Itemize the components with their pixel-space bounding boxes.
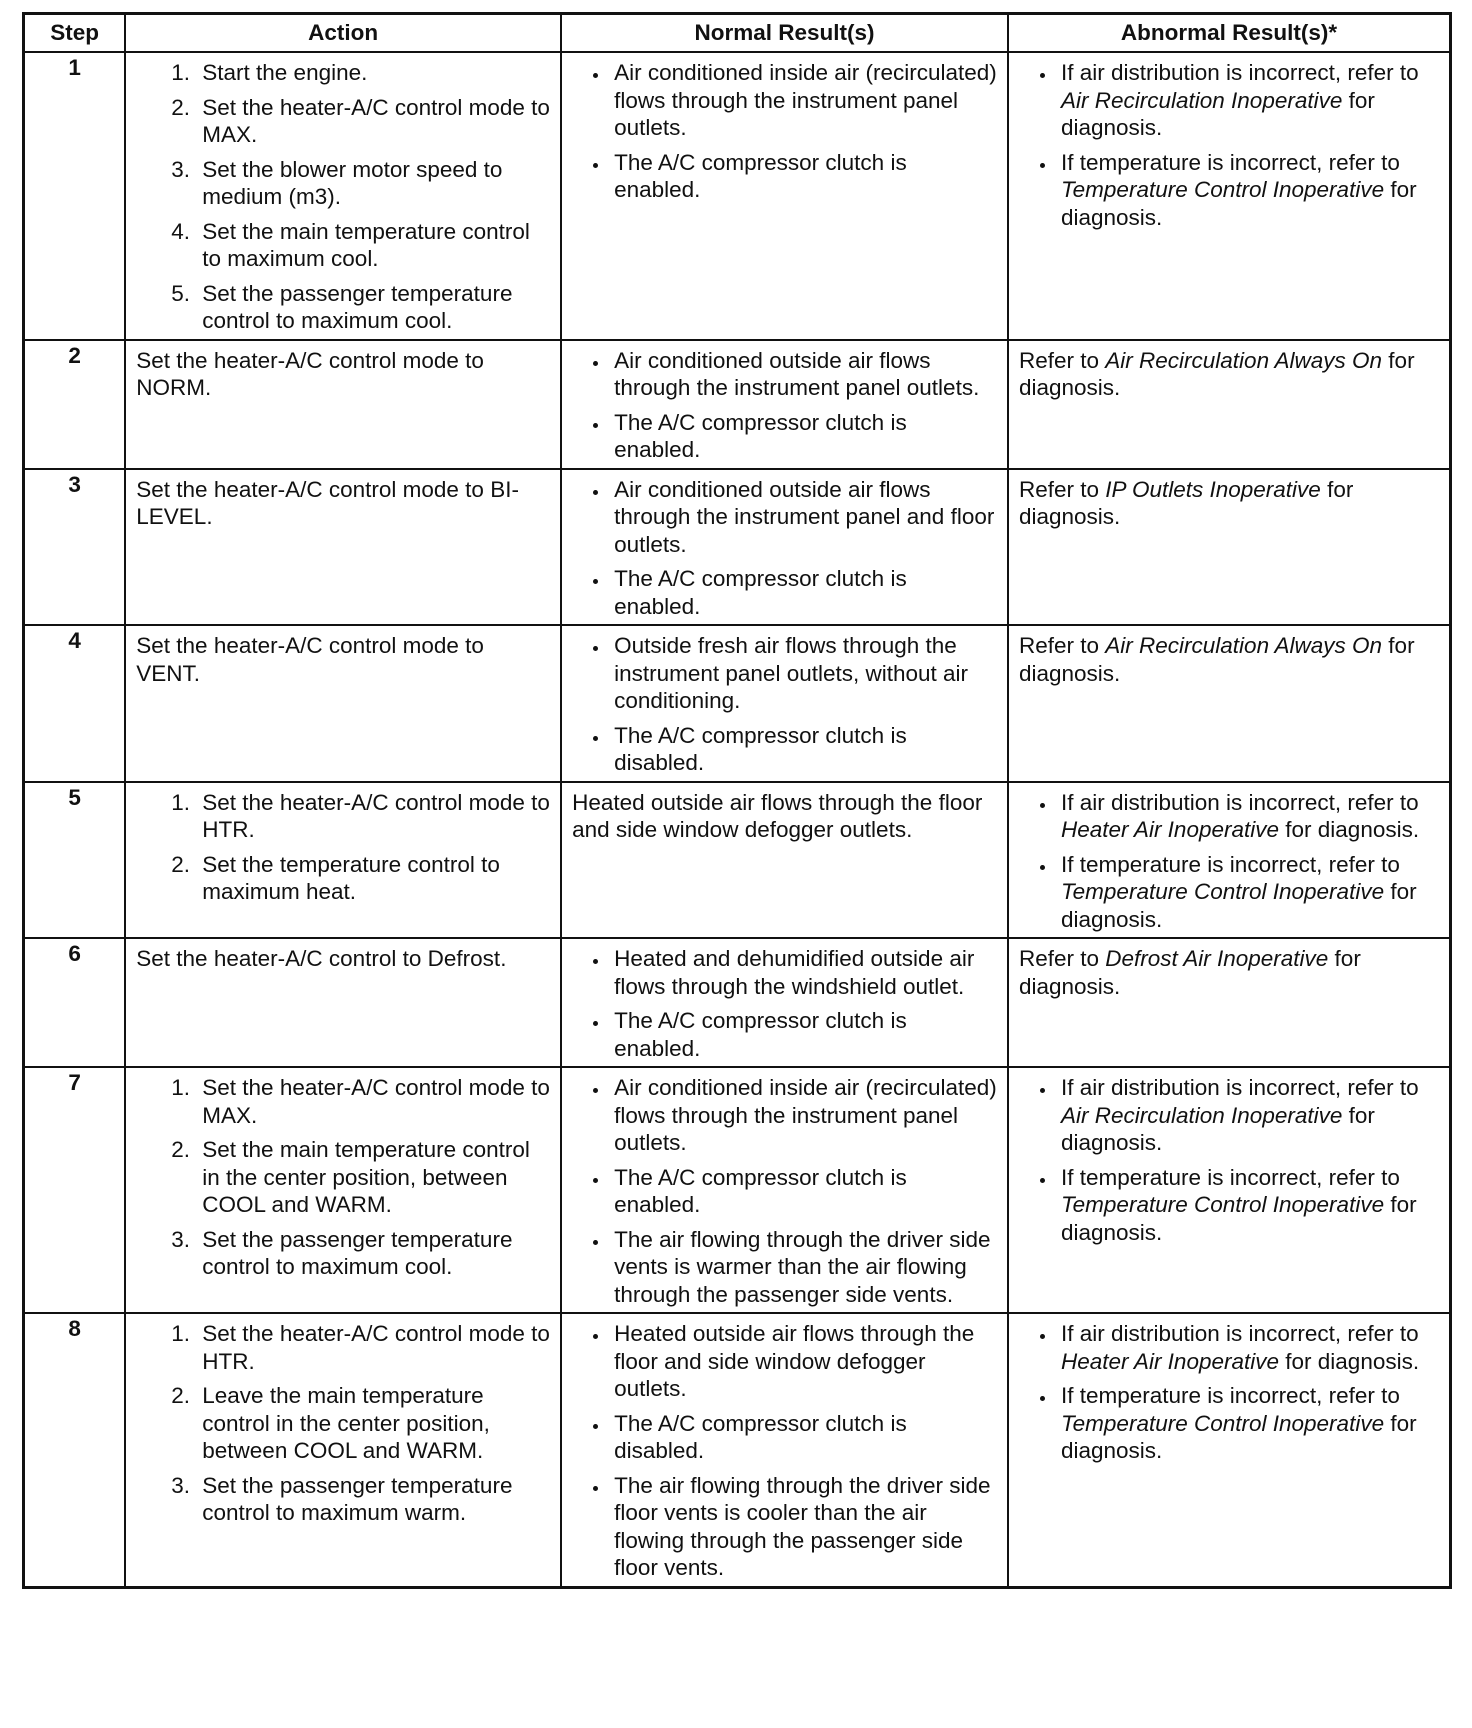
diagnosis-reference: Air Recirculation Always On — [1105, 633, 1383, 658]
result-text: for diagnosis. — [1279, 1348, 1420, 1374]
normal-result-list — [572, 476, 997, 621]
abnormal-result-cell — [1008, 469, 1451, 626]
abnormal-result-cell — [1008, 340, 1451, 469]
result-text: for diagnosis. — [1060, 1192, 1417, 1245]
normal-result-item: • The A/C compressor clutch is enabled. — [610, 565, 997, 620]
normal-result-item: • Heated outside air flows through the floor and side window defogger outlets. — [610, 1320, 997, 1403]
header-action: Action — [125, 14, 561, 53]
normal-result-cell: Heated outside air flows through the floor and side window defogger outlets. — [561, 782, 1008, 939]
header-abnormal-results: Abnormal Result(s)* — [1008, 14, 1451, 53]
normal-result-item: • Air conditioned inside air (recirculated) flows through the instrument panel outlets. — [610, 59, 997, 142]
diagnostic-document — [22, 12, 1452, 1589]
abnormal-result-item — [1057, 851, 1439, 934]
result-text: for diagnosis. — [1018, 946, 1361, 999]
diagnosis-reference: Heater Air Inoperative — [1060, 817, 1280, 842]
normal-result-list — [572, 1074, 997, 1308]
step-number: 5 — [24, 782, 126, 939]
abnormal-result-cell — [1008, 938, 1451, 1067]
result-text: If air distribution is incorrect, refer to — [1060, 1075, 1419, 1100]
header-step: Step — [24, 14, 126, 53]
step-number: 2 — [24, 340, 126, 469]
step-number: 1 — [24, 52, 126, 340]
table-row — [24, 1067, 1451, 1313]
action-item: 2. Set the temperature control to maximum heat. — [196, 851, 550, 906]
abnormal-result-item — [1057, 1164, 1439, 1247]
normal-result-list — [572, 945, 997, 1062]
action-cell: Set the heater-A/C control mode to NORM. — [125, 340, 561, 469]
normal-result-cell — [561, 52, 1008, 340]
action-cell — [125, 1067, 561, 1313]
result-text: If temperature is incorrect, refer to — [1060, 851, 1400, 877]
result-text: for diagnosis. — [1060, 1410, 1417, 1463]
result-text: If temperature is incorrect, refer to — [1060, 149, 1400, 175]
result-text: for diagnosis. — [1018, 633, 1415, 686]
action-list — [136, 1074, 550, 1281]
action-cell: Set the heater-A/C control to Defrost. — [125, 938, 561, 1067]
result-text: for diagnosis. — [1279, 817, 1420, 842]
abnormal-result-cell — [1008, 1313, 1451, 1587]
table-row — [24, 625, 1451, 782]
step-number: 3 — [24, 469, 126, 626]
result-text: If air distribution is incorrect, refer to — [1060, 789, 1419, 815]
normal-result-item: • The A/C compressor clutch is disabled. — [610, 722, 997, 777]
normal-result-item: • The A/C compressor clutch is enabled. — [610, 1164, 997, 1219]
abnormal-result-list — [1019, 1074, 1439, 1246]
diagnosis-reference: Defrost Air Inoperative — [1105, 946, 1329, 971]
abnormal-result-cell — [1008, 782, 1451, 939]
result-text: for diagnosis. — [1060, 1102, 1375, 1155]
normal-result-list — [572, 347, 997, 464]
abnormal-result-cell — [1008, 52, 1451, 340]
normal-result-item: • Outside fresh air flows through the instrument panel outlets, without air conditioning. — [610, 632, 997, 715]
normal-result-item: • The A/C compressor clutch is enabled. — [610, 1007, 997, 1062]
table-row — [24, 1313, 1451, 1587]
diagnosis-reference: Temperature Control Inoperative — [1060, 1192, 1385, 1217]
normal-result-item: • Heated and dehumidified outside air flows through the windshield outlet. — [610, 945, 997, 1000]
result-text: for diagnosis. — [1060, 879, 1417, 932]
abnormal-result-list — [1019, 789, 1439, 934]
diagnosis-reference: Air Recirculation Always On — [1105, 347, 1383, 373]
result-text: for diagnosis. — [1018, 347, 1415, 400]
normal-result-item: • The A/C compressor clutch is disabled. — [610, 1410, 997, 1465]
action-cell — [125, 52, 561, 340]
abnormal-result-item — [1057, 1074, 1439, 1157]
normal-result-item: • The air flowing through the driver side floor vents is cooler than the air flowing through the passenger side floor vents. — [610, 1472, 997, 1582]
action-list — [136, 789, 550, 906]
action-item: 3. Set the passenger temperature control to maximum cool. — [196, 1226, 550, 1281]
result-text: If temperature is incorrect, refer to — [1060, 1383, 1400, 1408]
normal-result-item: • The air flowing through the driver side vents is warmer than the air flowing through the passenger side vents. — [610, 1226, 997, 1309]
normal-result-item: • The A/C compressor clutch is enabled. — [610, 149, 997, 204]
normal-result-list — [572, 59, 997, 204]
diagnosis-reference: Temperature Control Inoperative — [1060, 177, 1385, 202]
step-number: 6 — [24, 938, 126, 1067]
normal-result-item: • Air conditioned outside air flows through the instrument panel and floor outlets. — [610, 476, 997, 559]
abnormal-result-list — [1019, 1320, 1439, 1465]
action-cell — [125, 782, 561, 939]
abnormal-result-item — [1057, 789, 1439, 844]
abnormal-result-item — [1057, 59, 1439, 142]
action-item: 4. Set the main temperature control to maximum cool. — [196, 218, 550, 273]
table-header-row — [24, 14, 1451, 53]
result-text: If air distribution is incorrect, refer to — [1060, 1321, 1419, 1346]
diagnosis-reference: Temperature Control Inoperative — [1060, 879, 1385, 904]
normal-result-cell — [561, 469, 1008, 626]
step-number: 8 — [24, 1313, 126, 1587]
normal-result-cell — [561, 1067, 1008, 1313]
action-list — [136, 1320, 550, 1527]
table-row — [24, 52, 1451, 340]
normal-result-cell — [561, 625, 1008, 782]
action-item: 1. Start the engine. — [196, 59, 550, 87]
abnormal-result-list — [1019, 59, 1439, 231]
result-text: Refer to — [1018, 946, 1106, 971]
result-text: Refer to — [1018, 347, 1106, 373]
step-number: 7 — [24, 1067, 126, 1313]
action-list — [136, 59, 550, 335]
table-row — [24, 782, 1451, 939]
normal-result-cell — [561, 938, 1008, 1067]
action-item: 1. Set the heater-A/C control mode to HTR. — [196, 1320, 550, 1375]
abnormal-result-item — [1057, 1382, 1439, 1465]
table-row — [24, 340, 1451, 469]
abnormal-result-item — [1057, 1320, 1439, 1375]
diagnosis-reference: Temperature Control Inoperative — [1060, 1410, 1385, 1436]
abnormal-result-cell — [1008, 625, 1451, 782]
action-item: 2. Set the heater-A/C control mode to MAX. — [196, 94, 550, 149]
action-item: 1. Set the heater-A/C control mode to MAX. — [196, 1074, 550, 1129]
diagnosis-reference: IP Outlets Inoperative — [1105, 476, 1321, 502]
result-text: If air distribution is incorrect, refer to — [1060, 60, 1419, 85]
action-item: 2. Leave the main temperature control in the center position, between COOL and WARM. — [196, 1382, 550, 1465]
abnormal-result-item — [1057, 149, 1439, 232]
action-item: 5. Set the passenger temperature control to maximum cool. — [196, 280, 550, 335]
diagnosis-reference: Heater Air Inoperative — [1060, 1348, 1280, 1374]
action-item: 1. Set the heater-A/C control mode to HTR. — [196, 789, 550, 844]
header-normal-results: Normal Result(s) — [561, 14, 1008, 53]
action-item: 3. Set the blower motor speed to medium (m3). — [196, 156, 550, 211]
action-cell: Set the heater-A/C control mode to BI-LEVEL. — [125, 469, 561, 626]
normal-result-item: • Air conditioned outside air flows through the instrument panel outlets. — [610, 347, 997, 402]
normal-result-list — [572, 1320, 997, 1582]
result-text: Refer to — [1018, 633, 1106, 658]
result-text: for diagnosis. — [1060, 87, 1375, 140]
step-number: 4 — [24, 625, 126, 782]
table-row — [24, 938, 1451, 1067]
action-item: 2. Set the main temperature control in the center position, between COOL and WARM. — [196, 1136, 550, 1219]
result-text: for diagnosis. — [1060, 177, 1417, 230]
diagnosis-reference: Air Recirculation Inoperative — [1060, 87, 1343, 113]
result-text: Refer to — [1018, 476, 1106, 502]
normal-result-cell — [561, 340, 1008, 469]
action-item: 3. Set the passenger temperature control to maximum warm. — [196, 1472, 550, 1527]
diagnostic-table — [22, 12, 1452, 1589]
normal-result-list — [572, 632, 997, 777]
action-cell: Set the heater-A/C control mode to VENT. — [125, 625, 561, 782]
table-row — [24, 469, 1451, 626]
result-text: for diagnosis. — [1018, 476, 1354, 529]
action-cell — [125, 1313, 561, 1587]
result-text: If temperature is incorrect, refer to — [1060, 1164, 1400, 1190]
normal-result-item: • Air conditioned inside air (recirculated) flows through the instrument panel outlets. — [610, 1074, 997, 1157]
normal-result-cell — [561, 1313, 1008, 1587]
abnormal-result-cell — [1008, 1067, 1451, 1313]
diagnosis-reference: Air Recirculation Inoperative — [1060, 1102, 1343, 1128]
normal-result-item: • The A/C compressor clutch is enabled. — [610, 409, 997, 464]
